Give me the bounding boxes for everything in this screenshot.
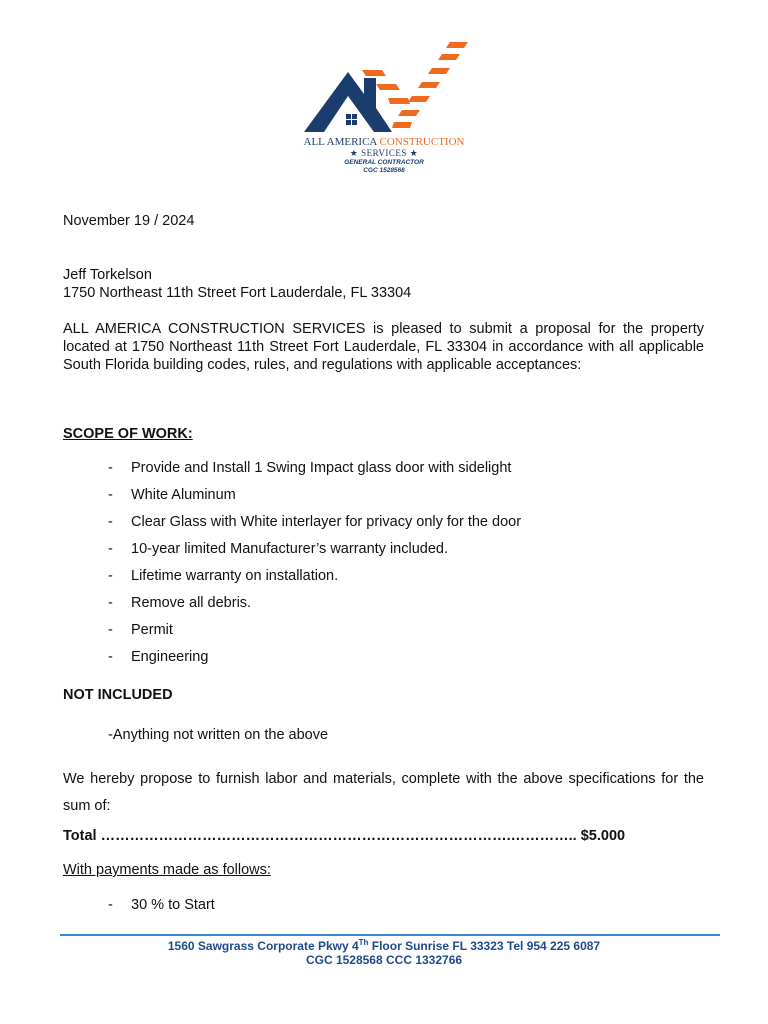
list-item: - White Aluminum: [108, 487, 236, 503]
not-included-heading: NOT INCLUDED: [63, 687, 173, 703]
footer-licenses: CGC 1528568 CCC 1332766: [305, 953, 463, 967]
not-included-item: -Anything not written on the above: [108, 727, 329, 743]
list-item: - Clear Glass with White interlayer for privacy only for the door: [108, 514, 522, 530]
total-label: Total: [63, 828, 97, 844]
company-logo: [292, 38, 476, 178]
intro-paragraph: ALL AMERICA CONSTRUCTION SERVICES is pleased to submit a proposal for the property located at 1750 Northeast 11th Street Fort Lauderdale, FL 33304 in accordance with all applicable South Florida building codes, rules, and regulations with applicable acceptances:: [63, 321, 704, 373]
letter-date: November 19 / 2024: [63, 213, 195, 229]
payments-heading: With payments made as follows:: [63, 862, 271, 878]
recipient-block: [63, 266, 411, 302]
footer-divider: [60, 934, 720, 936]
list-item: - Provide and Install 1 Swing Impact glass door with sidelight: [108, 460, 512, 476]
logo-company-name: ALL AMERICA CONSTRUCTION: [303, 136, 465, 148]
proposal-paragraph: We hereby propose to furnish labor and materials, complete with the above specifications for the sum of:: [63, 771, 704, 814]
scope-list: [108, 458, 521, 674]
total-leader: ………………………………………………………………………….…………..: [100, 828, 577, 844]
total-row: [63, 828, 625, 844]
total-amount: $5.000: [580, 828, 626, 844]
list-item: - Permit: [108, 622, 173, 638]
logo-subtitle: GENERAL CONTRACTOR: [344, 159, 424, 166]
list-item: - Engineering: [108, 649, 209, 665]
list-item: - 30 % to Start: [108, 897, 215, 913]
list-item: - Remove all debris.: [108, 595, 252, 611]
list-item: - Lifetime warranty on installation.: [108, 568, 339, 584]
recipient-name: Jeff Torkelson: [63, 267, 152, 283]
logo-license: CGC 1528568: [363, 167, 405, 174]
logo-services: ★ SERVICES ★: [349, 148, 419, 158]
house-check-logo-graphic: [292, 38, 476, 138]
footer-address: 1560 Sawgrass Corporate Pkwy 4Th Floor Sunrise FL 33323 Tel 954 225 6087: [167, 938, 601, 953]
scope-heading: SCOPE OF WORK:: [63, 426, 193, 442]
recipient-address: 1750 Northeast 11th Street Fort Lauderdale, FL 33304: [63, 285, 412, 301]
list-item: - 10-year limited Manufacturer’s warranty included.: [108, 541, 448, 557]
